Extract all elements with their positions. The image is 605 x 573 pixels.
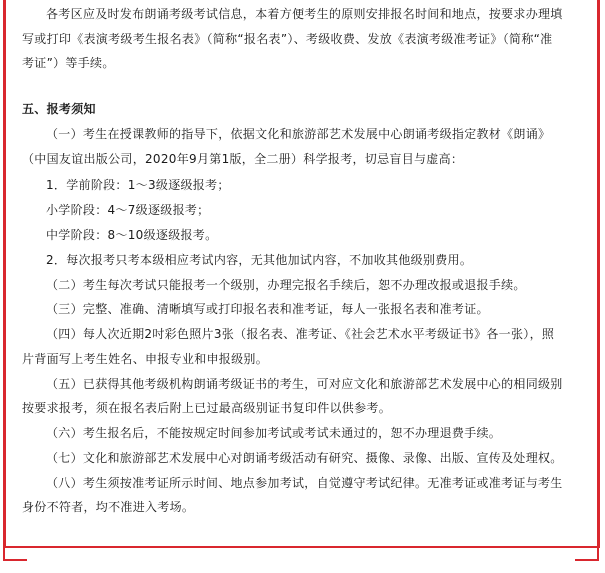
- paragraph-line: 2．每次报考只考本级相应考试内容，无其他加试内容，不加收其他级别费用。: [46, 253, 473, 267]
- page-border-right: [597, 0, 600, 548]
- paragraph-line: 片背面写上考生姓名、申报专业和申报级别。: [22, 352, 269, 366]
- paragraph-line: （八）考生须按准考证所示时间、地点参加考试，自觉遵守考试纪律。无准考证或准考证与考生: [46, 476, 563, 490]
- paragraph-line: 按要求报考，须在报名表后附上已过最高级别证书复印件以供参考。: [22, 401, 392, 415]
- paragraph-line: 中学阶段：8～10级逐级报考。: [46, 228, 218, 242]
- paragraph-line: （中国友谊出版公司，2020年9月第1版，全二册）科学报考，切忌盲目与虚高：: [22, 152, 464, 166]
- paragraph-line: 身份不符者，均不准进入考场。: [22, 500, 195, 514]
- corner-ornament-left: [3, 537, 27, 561]
- paragraph-line: （二）考生每次考试只能报考一个级别，办理完报名手续后，恕不办理改报或退报手续。: [46, 278, 526, 292]
- paragraph-line: （一）考生在授课教师的指导下，依据文化和旅游部艺术发展中心朗诵考级指定教材《朗诵》: [46, 127, 551, 141]
- paragraph-line: 写或打印《表演考级考生报名表》（简称“报名表”）、考级收费、发放《表演考级准考证》（简称“准: [22, 32, 553, 46]
- paragraph-line: 考证”）等手续。: [22, 56, 115, 70]
- section-heading: 五、报考须知: [22, 102, 96, 116]
- paragraph-line: 1．学前阶段：1～3级逐级报考；: [46, 178, 230, 192]
- page-border-left: [3, 0, 6, 548]
- page-border-bottom: [3, 546, 600, 548]
- corner-ornament-right: [575, 537, 599, 561]
- paragraph-line: 各考区应及时发布朗诵考级考试信息，本着方便考生的原则安排报名时间和地点，按要求办理填: [46, 7, 563, 21]
- paragraph-line: （四）每人次近期2吋彩色照片3张（报名表、准考证、《社会艺术水平考级证书》各一张），照: [46, 327, 555, 341]
- paragraph-line: （五）已获得其他考级机构朗诵考级证书的考生，可对应文化和旅游部艺术发展中心的相同级别: [46, 377, 563, 391]
- paragraph-line: 小学阶段：4～7级逐级报考；: [46, 203, 210, 217]
- paragraph-line: （六）考生报名后，不能按规定时间参加考试或考试未通过的，恕不办理退费手续。: [46, 426, 502, 440]
- paragraph-line: （三）完整、准确、清晰填写或打印报名表和准考证，每人一张报名表和准考证。: [46, 302, 489, 316]
- paragraph-line: （七）文化和旅游部艺术发展中心对朗诵考级活动有研究、摄像、录像、出版、宣传及处理权。: [46, 451, 563, 465]
